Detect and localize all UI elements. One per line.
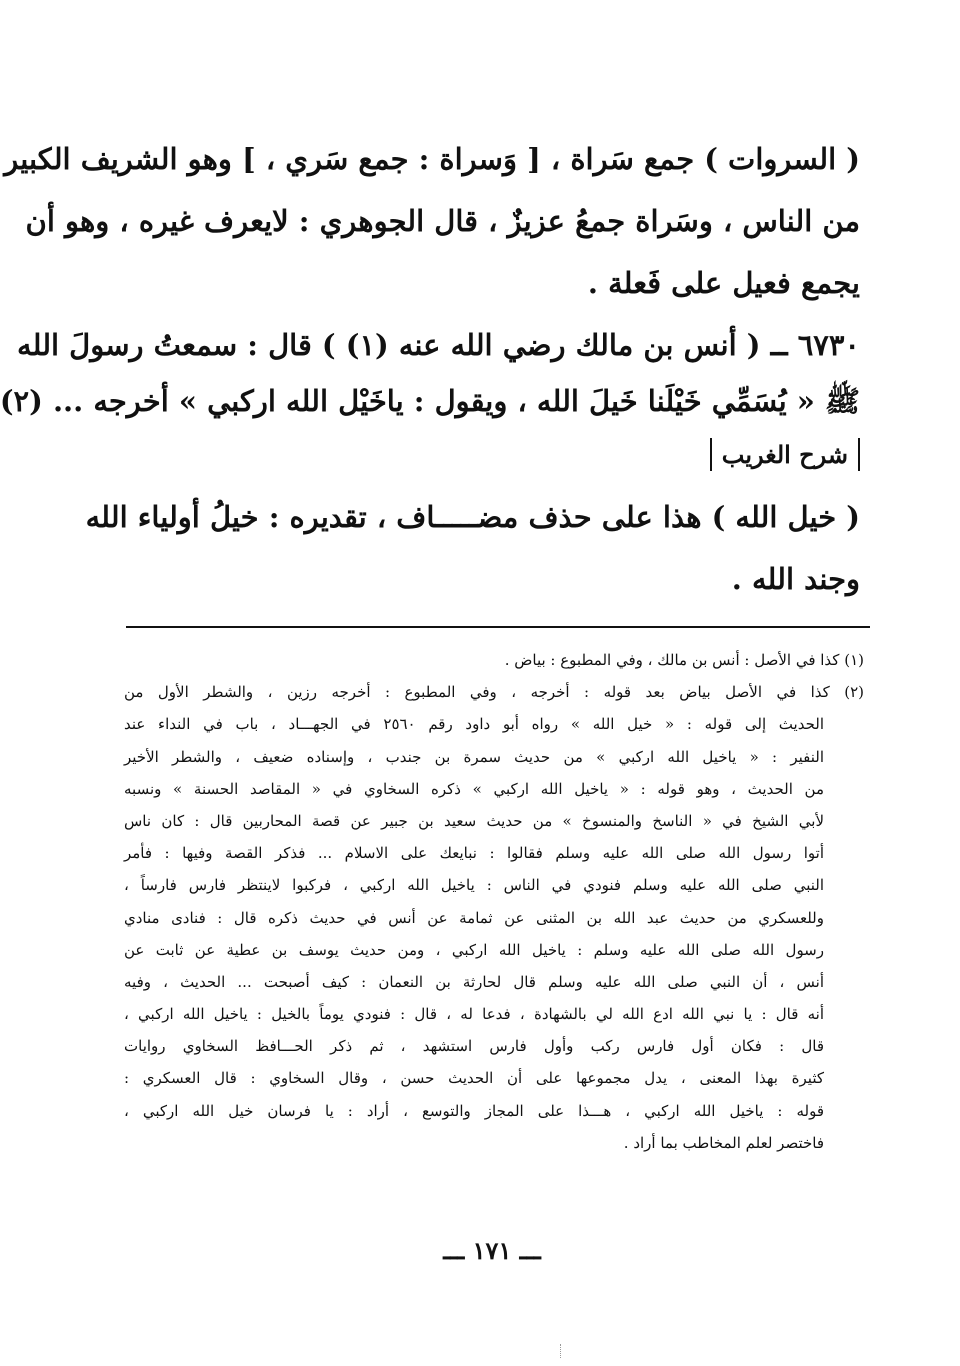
hadith-line: ٦٧٣٠ ــ ( أنس بن مالك رضي الله عنه (١) ) قال : سمعتُ رسولَ الله [17, 328, 860, 362]
footnote-line: قال : فكان أول فارس ركب وأول فارس استشهد ، ثم ذكر الحـــافظ السخاوي روايات [124, 1037, 824, 1056]
footnote-line: رسول الله صلى الله عليه وسلم : ياخيل الله اركبي ، ومن حديث يوسف بن عطية عن ثابت عن [124, 940, 824, 959]
footnotes [124, 648, 864, 1163]
footnote-line: أنس ، أن النبي صلى الله عليه وسلم قال لحارثة بن النعمان : كيف أصبحت ... الحديث ، وفيه [124, 972, 824, 991]
gloss-heading-box [124, 438, 860, 498]
footnote-separator [126, 626, 870, 628]
footnote-line: (١) كذا في الأصل : أنس بن مالك ، وفي المطبوع : بياض . [504, 651, 864, 669]
main-line: ( السروات ) جمع سَراة ، [ وَسراة : جمع سَري ، ] وهو الشريف الكبير [4, 142, 860, 176]
footnote-line: من الحديث ، وهو قوله : « ياخيل الله اركبي » ذكره السخاوي في « المقاصد الحسنة » ونسبه [124, 779, 824, 798]
footnote-line: فاختصر لعلم المخاطب بما أراد . [623, 1133, 824, 1152]
footnote-line: وللعسكري من حديث عبد الله بن المثنى عن ثمامة عن أنس في حديث ذكره قال : فنادى منادي [124, 908, 824, 927]
main-text [0, 140, 860, 622]
footnote-line: كثيرة بهذا المعنى ، يدل مجموعها على أن الحديث حسن ، وقال السخاوي : قال العسكري : [124, 1069, 824, 1088]
gloss-line: وجند الله . [731, 562, 860, 596]
footnote-line: أتوا رسول الله صلى الله عليه وسلم فقالوا : نبايعك على الاسلام ... فذكر القصة وفيها : فأمر [124, 844, 824, 863]
footnote-line: النفير : « ياخيل الله اركبي » من حديث سمرة بن جندب ، وإسناده ضعيف ، والشطر الأخير [124, 747, 824, 766]
gloss-line: ( خيل الله ) هذا على حذف مضـــــاف ، تقديره : خيلُ أولياء الله [85, 500, 860, 534]
gloss-heading: شرح الغريب [710, 438, 860, 471]
main-line: من الناس ، وسَراة جمعُ عزيزٌ ، قال الجوهري : لايعرف غيره ، وهو أن [25, 204, 860, 238]
footnote-line: (٢) كذا في الأصل بياض بعد قوله : أخرجه ، وفي المطبوع : أخرجه رزين ، والشطر الأول من [124, 683, 864, 702]
scan-speck [560, 1344, 565, 1358]
footnote-line: لأبي الشيخ في « الناسخ والمنسوخ » من حديث سعيد بن جبير عن قصة المحاربين قال : كان ناس [124, 811, 824, 830]
main-line: يجمع فعيل على فَعلة . [587, 266, 860, 300]
hadith-line: ﷺ « يُسَمِّي خَيْلَنا خَيلَ الله ، ويقول : ياخَيْل الله اركبي » أخرجه ... (٢) [0, 384, 860, 418]
footnote-line: أنه قال : يا نبي الله ادع الله لي بالشهادة ، فدعا له ، قال : فنودي يوماً بالخيل : ياخيل الله اركبي ، [124, 1005, 824, 1024]
footnote-line: قوله : ياخيل الله اركبي ، هـــذا على المجاز والتوسع ، أراد : يا فرسان خيل الله اركبي ، [124, 1101, 824, 1120]
page-number: ـــ ١٧١ ـــ [443, 1236, 541, 1265]
footnote-line: النبي صلى الله عليه وسلم فنودي في الناس : ياخيل الله اركبي ، فركبوا لاينتظر فارس فارساً ، [124, 876, 824, 895]
footnote-line: الحديث إلى قوله : « خيل الله » رواه أبو داود رقم ٢٥٦٠ في الجهـــاد ، باب في النداء عند [124, 715, 824, 734]
